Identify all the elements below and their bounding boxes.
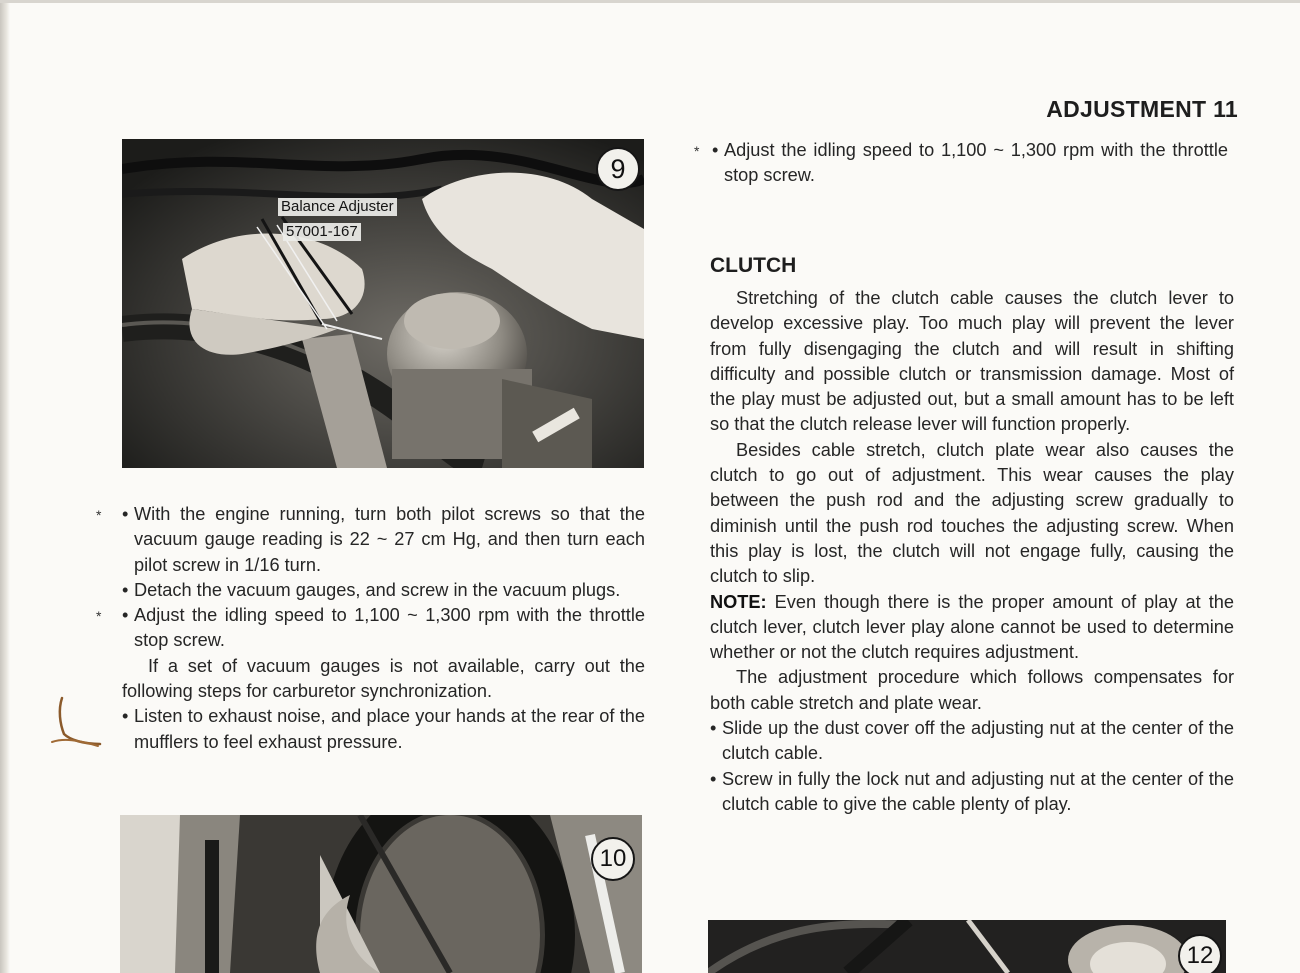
left-bullet-1: With the engine running, turn both pilot screws so that the vacuum gauge reading is 22 ~ 27 cm Hg, and then turn each pilot screw in 1/16 turn.	[134, 504, 645, 575]
carburetor-photo-illustration	[122, 139, 644, 468]
bullet-dot: •	[122, 579, 129, 600]
star-marker: *	[96, 608, 102, 625]
list-item	[96, 603, 645, 654]
right-top-text	[694, 138, 1228, 189]
right-top-bullet: Adjust the idling speed to 1,100 ~ 1,300 rpm with the throttle stop screw.	[724, 140, 1228, 186]
left-bullet-3: Adjust the idling speed to 1,100 ~ 1,300 rpm with the throttle stop screw.	[134, 605, 645, 651]
list-item	[694, 138, 1228, 189]
list-item	[122, 704, 645, 755]
clutch-paragraph-2: Besides cable stretch, clutch plate wear also causes the clutch to go out of adjustment. This wear causes the play between the push rod and the adjusting screw gradually to diminish until the push rod touches the adjusting screw. When this play is lost, the clutch will not engage fully, causing the clutch to slip.	[710, 439, 1234, 587]
left-text-column	[96, 502, 645, 755]
clutch-bullet-2: Screw in fully the lock nut and adjusting nut at the center of the clutch cable to give the cable plenty of play.	[722, 768, 1234, 814]
page-binding-shadow	[0, 0, 10, 973]
star-marker: *	[96, 507, 102, 523]
list-item	[96, 502, 645, 578]
bullet-dot: •	[122, 706, 129, 727]
bullet-dot: •	[712, 140, 719, 160]
muffler-photo-illustration	[120, 815, 642, 973]
bullet-dot: •	[122, 605, 129, 626]
note-text: Even though there is the proper amount of play at the clutch lever, clutch lever play alone cannot be used to determine whether or not the clutch requires adjustment.	[710, 591, 1234, 663]
clutch-paragraph-3: The adjustment procedure which follows compensates for both cable stretch and plate wear.	[710, 667, 1234, 713]
clutch-paragraph-1: Stretching of the clutch cable causes the clutch lever to develop excessive play. Too much play will prevent the lever from fully disengaging the clutch and will result in shifting difficulty and possible clutch or transmission damage. Most of the play must be adjusted out, but a small amount has to be left so that the clutch release lever will function properly.	[710, 288, 1234, 435]
page-top-edge	[0, 0, 1300, 3]
left-bullet-2: Detach the vacuum gauges, and screw in the vacuum plugs.	[134, 579, 621, 600]
list-item	[710, 767, 1234, 818]
figure-number-12: 12	[1178, 934, 1222, 973]
figure-number-9: 9	[596, 147, 640, 191]
page-header: ADJUSTMENT 11	[1046, 96, 1238, 122]
figure-10-photo	[120, 815, 642, 973]
left-paragraph: If a set of vacuum gauges is not available, carry out the following steps for carburetor synchronization.	[122, 655, 645, 702]
figure-9-photo	[122, 139, 644, 468]
figure-number-10: 10	[591, 837, 635, 881]
section-title-clutch: CLUTCH	[710, 254, 797, 277]
left-bullet-4: Listen to exhaust noise, and place your hands at the rear of the mufflers to feel exhaust pressure.	[134, 706, 645, 752]
bullet-dot: •	[122, 504, 129, 524]
clutch-bullet-1: Slide up the dust cover off the adjusting nut at the center of the clutch cable.	[722, 718, 1234, 764]
callout-balance-adjuster: Balance Adjuster	[278, 198, 397, 216]
clutch-photo-illustration	[708, 920, 1226, 973]
handwritten-pen-mark	[48, 694, 108, 754]
bullet-dot: •	[710, 768, 717, 789]
figure-12-photo	[708, 920, 1226, 973]
star-marker: *	[694, 143, 700, 159]
list-item	[710, 716, 1234, 767]
list-item	[122, 578, 645, 603]
note-paragraph	[710, 590, 1234, 666]
note-label: NOTE:	[710, 591, 767, 612]
callout-part-number: 57001-167	[283, 223, 361, 241]
bullet-dot: •	[710, 718, 717, 739]
right-text-column	[710, 286, 1234, 817]
